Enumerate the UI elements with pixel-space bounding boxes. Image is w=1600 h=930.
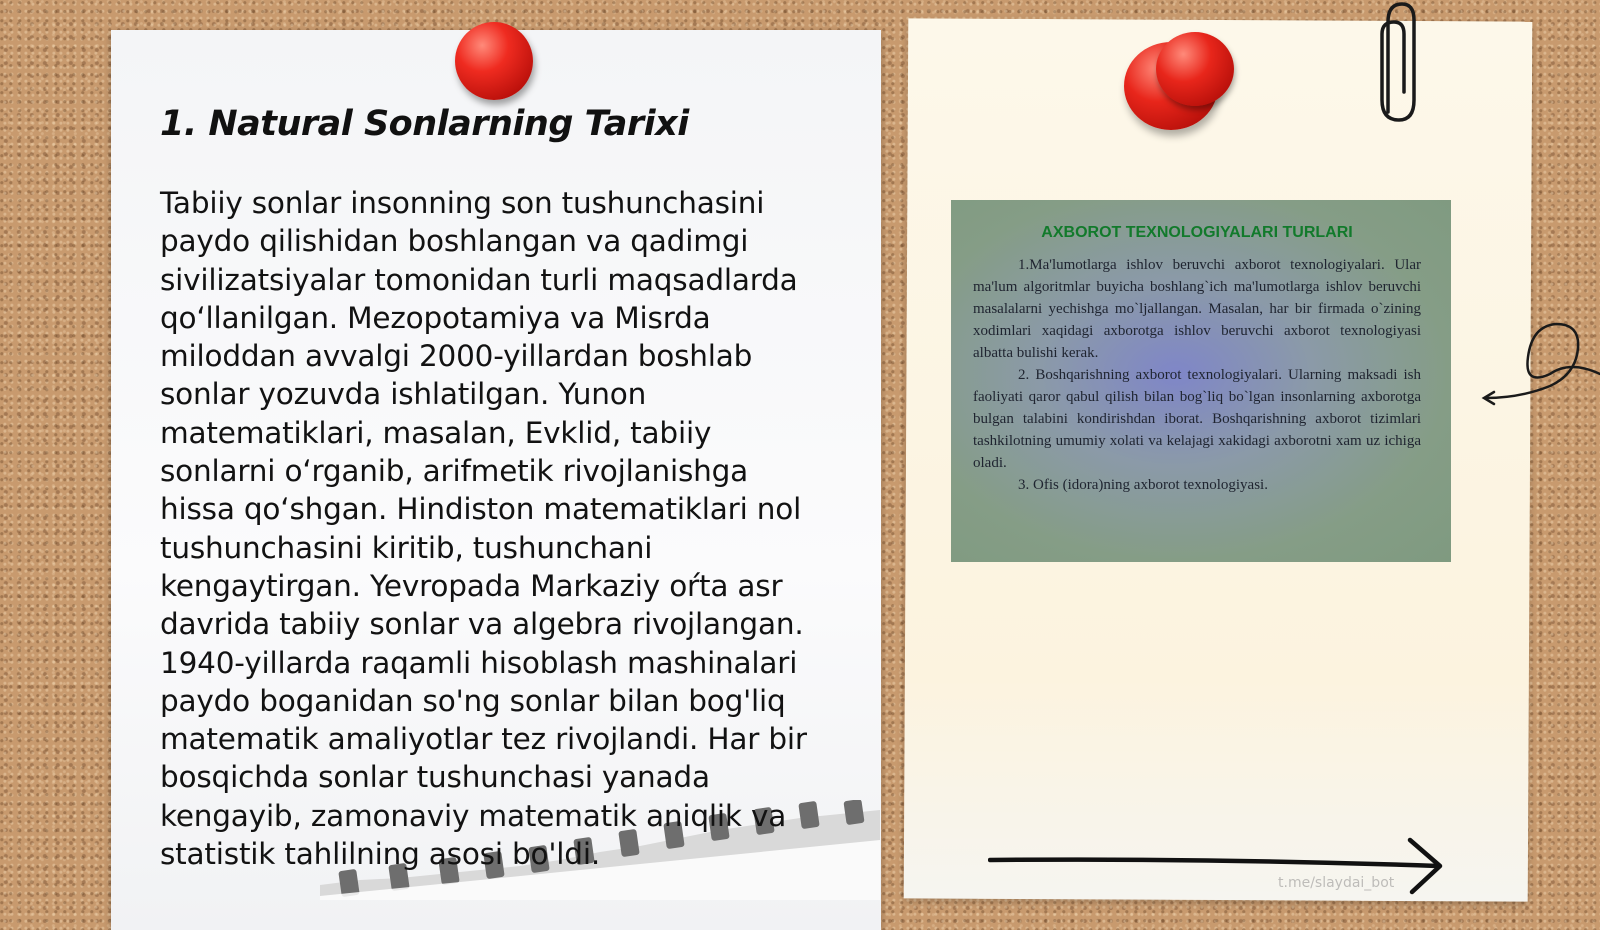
body-paragraph: Tabiiy sonlar insonning son tushunchasini paydo qilishidan boshlangan va qadimgi sivilizatsiyalar tomonidan turli maqsadlarda qoʻllanilgan. Mezopotamiya va Misrda miloddan avvalgi 2000-yillardan boshlab sonlar yozuvda ishlatilgan. Yunon matematiklari, masalan, Evklid, tabiiy sonlarni oʻrganib, arifmetik rivojlanishga hissa qoʻshgan. Hindiston matematiklari nol tushunchasini kiritib, tushunchani kengaytirgan. Yevropada Markaziy oŕta asr davrida tabiiy sonlar va algebra rivojlangan. 1940-yillarda raqamli hisoblash mashinalari paydo boganidan so'ng sonlar bilan bog'liq matematik amaliyotlar tez rivojlandi. Har bir bosqichda sonlar tushunchasi yanada kengayib, zamonaviy matematik aniqlik va statistik tahlilning asosi bo'ldi. xyxy=(160,186,807,872)
document-paragraph: 3. Ofis (idora)ning axborot texnologiyasi. xyxy=(1018,477,1268,493)
document-paragraph: 2. Boshqarishning axborot texnologiyalari. Ularning maksadi ish faoliyati qaror qabul qilish bilan bog`liq bo`lgan insonlarning axborotga bulgan talabini kondirishdan iborat. Boshqarishning axborot tizimlari tashkilotning umumiy xolati va kelajagi xakidagi axborotni xam uz ichiga oladi. xyxy=(973,367,1421,471)
push-pin-icon xyxy=(1156,32,1234,106)
push-pin-icon xyxy=(455,22,533,100)
document-title: AXBOROT TEXNOLOGIYALARI TURLARI xyxy=(1041,224,1353,241)
page-title: 1. Natural Sonlarning Tarixi xyxy=(160,104,689,144)
squiggle-arrow-icon xyxy=(1480,312,1600,412)
document-image xyxy=(951,200,1451,562)
watermark: t.me/slaydai_bot xyxy=(1278,875,1395,891)
document-paragraph: 1.Ma'lumotlarga ishlov beruvchi axborot texnologiyalari. Ular ma'lum algoritmlar buyicha boshlang`ich ma'lumotlarga ishlov beruvchi masalalarni yechishga mo`ljallangan. Masalan, har bir firmada o`zining xodimlari xaqidagi axborotga ishlov beruvchi axborot texnologiyasi albatta bulishi kerak. xyxy=(973,257,1421,361)
paper-clip-icon xyxy=(1374,0,1420,125)
